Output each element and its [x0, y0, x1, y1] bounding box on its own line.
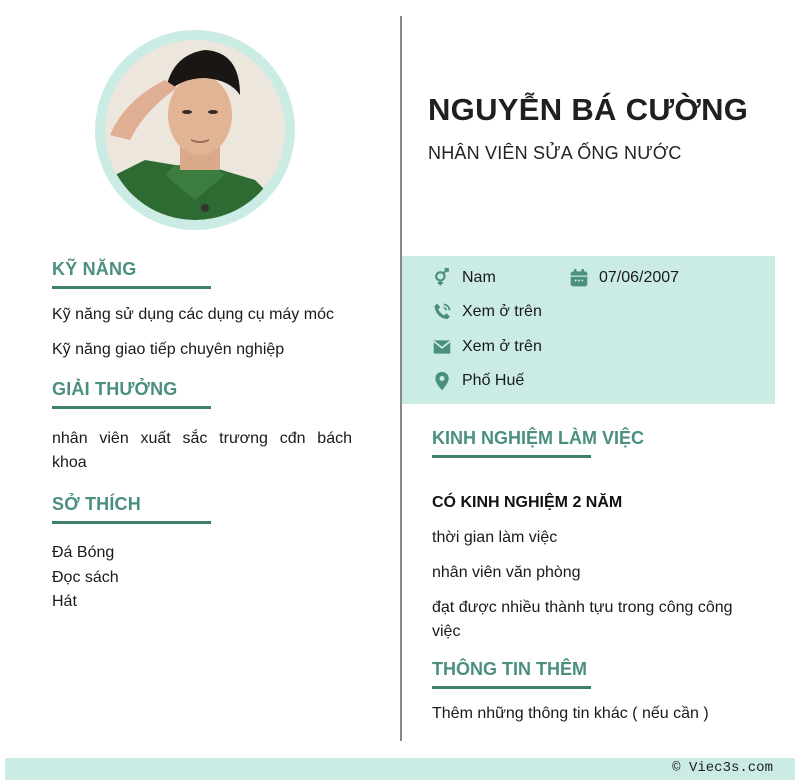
copyright-text: © Viec3s.com	[672, 760, 773, 776]
hobby-item: Đá Bóng	[52, 544, 115, 561]
hobby-item: Hát	[52, 593, 77, 610]
avatar-frame	[95, 30, 295, 230]
email-value: Xem ở trên	[462, 338, 542, 355]
additional-info-title: THÔNG TIN THÊM	[432, 659, 587, 679]
gender-row	[432, 268, 496, 288]
phone-value: Xem ở trên	[462, 303, 542, 320]
avatar-photo	[105, 40, 285, 220]
job-title: NHÂN VIÊN SỬA ỐNG NƯỚC	[428, 143, 682, 163]
candidate-name: NGUYỄN BÁ CƯỜNG	[428, 92, 749, 127]
calendar-icon	[569, 268, 589, 288]
awards-section	[52, 379, 352, 475]
email-row	[432, 337, 542, 357]
skills-title: KỸ NĂNG	[52, 259, 137, 279]
phone-row	[432, 302, 542, 322]
personal-info-box	[402, 256, 775, 404]
skills-section	[52, 259, 352, 375]
section-underline	[432, 455, 591, 458]
gender-value: Nam	[462, 269, 496, 286]
additional-info-section	[432, 659, 762, 723]
experience-line: nhân viên văn phòng	[432, 564, 581, 581]
birthday-row	[569, 268, 679, 288]
section-underline	[432, 686, 591, 689]
hobby-item: Đọc sách	[52, 568, 119, 586]
footer-bar	[5, 758, 795, 780]
gender-icon	[432, 268, 452, 288]
address-row	[432, 371, 524, 391]
avatar	[105, 40, 285, 220]
additional-info-text: Thêm những thông tin khác ( nếu cần )	[432, 705, 709, 722]
hobbies-title: SỞ THÍCH	[52, 494, 141, 514]
skill-item: Kỹ năng sử dụng các dụng cụ máy móc	[52, 306, 334, 323]
section-underline	[52, 286, 211, 289]
awards-text: nhân viên xuất sắc trương cđn bách khoa	[52, 430, 352, 471]
birthday-value: 07/06/2007	[599, 269, 680, 286]
location-icon	[432, 371, 452, 391]
experience-line: đạt được nhiều thành tựu trong công công việc	[432, 599, 733, 640]
experience-line: thời gian làm việc	[432, 529, 558, 546]
section-underline	[52, 406, 211, 409]
experience-section	[432, 428, 762, 655]
hobbies-section	[52, 494, 352, 615]
email-icon	[432, 337, 452, 357]
skill-item: Kỹ năng giao tiếp chuyên nghiệp	[52, 341, 285, 358]
section-underline	[52, 521, 211, 524]
experience-title: KINH NGHIỆM LÀM VIỆC	[432, 428, 645, 448]
awards-title: GIẢI THƯỞNG	[52, 379, 178, 399]
address-value: Phố Huế	[462, 372, 525, 389]
phone-icon	[432, 302, 452, 322]
experience-heading: CÓ KINH NGHIỆM 2 NĂM	[432, 494, 623, 511]
